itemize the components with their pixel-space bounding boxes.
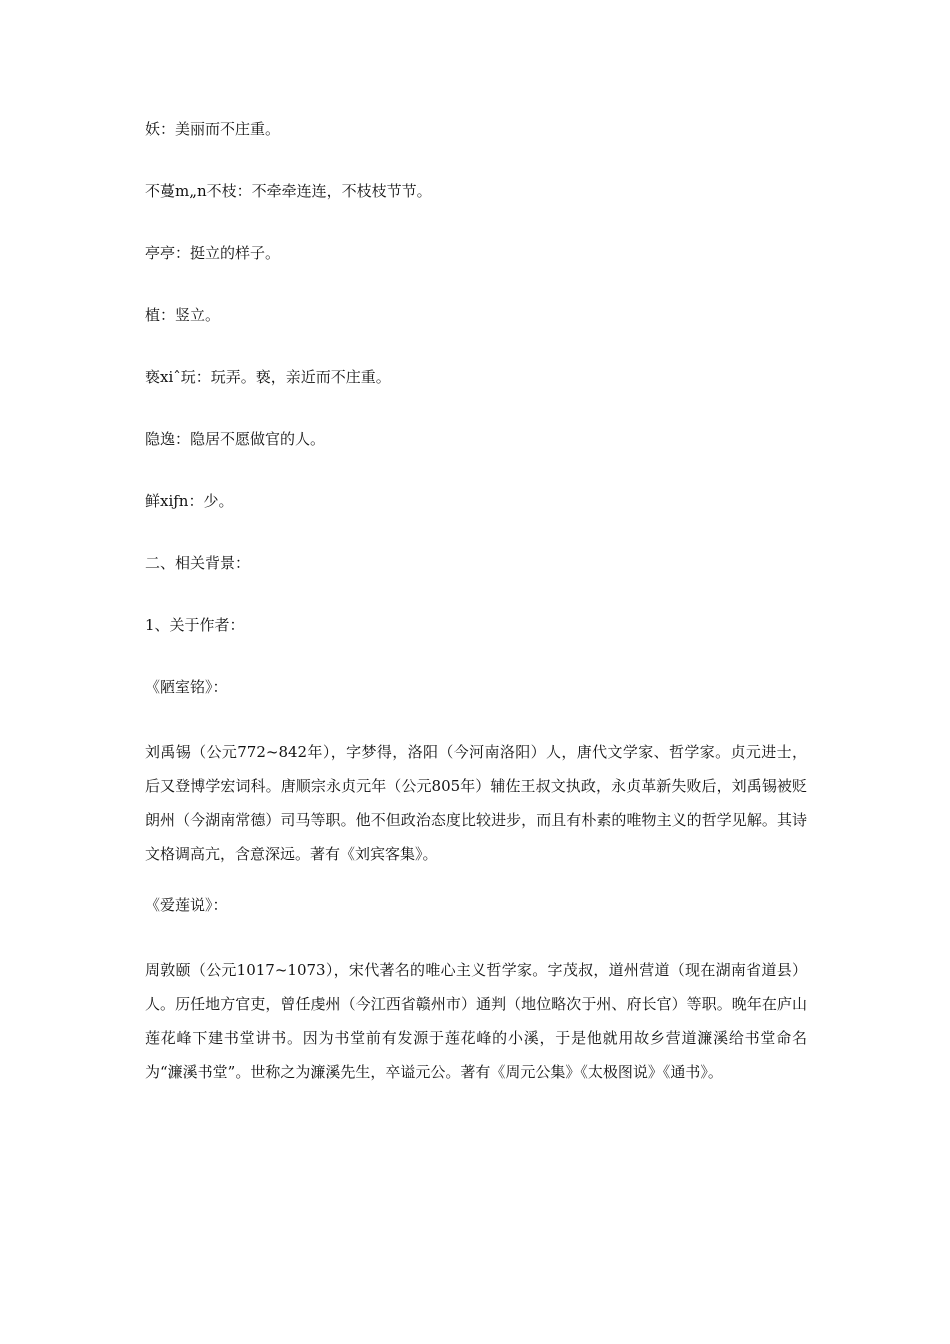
- glossary-entry-tingting: 亭亭：挺立的样子。: [145, 244, 281, 262]
- work-title-loushiming: 《陋室铭》：: [145, 678, 228, 696]
- author-bio-zhou-dunyi: 周敦颐（公元1017~1073），宋代著名的唯心主义哲学家。字茂叔，道州营道（现在湖南省道县）人。历任地方官吏，曾任虔州（今江西省赣州市）通判（地位略次于州、府长官）等职。晚年在庐山莲花峰下建书堂讲书。因为书堂前有发源于莲花峰的小溪，于是他就用故乡营道濂溪给书堂命名为“濂溪书堂”。世称之为濂溪先生，卒谥元公。著有《周元公集》《太极图说》《通书》。: [145, 961, 807, 1081]
- glossary-entry-xian: 鲜xiƒn：少。: [145, 492, 234, 510]
- document-page: [145, 118, 807, 1089]
- glossary-entry-zhi: 植：竖立。: [145, 306, 221, 324]
- glossary-entry-buman: 不蔓m„n不枝：不牵牵连连，不枝枝节节。: [145, 182, 432, 200]
- glossary-entry-yinyi: 隐逸：隐居不愿做官的人。: [145, 430, 326, 448]
- section-heading: 二、相关背景：: [145, 554, 251, 572]
- subsection-heading: 1、关于作者：: [145, 616, 245, 634]
- work-title-ailianshuo: 《爱莲说》：: [145, 896, 228, 914]
- glossary-entry-yao: 妖：美丽而不庄重。: [145, 120, 281, 138]
- author-bio-liu-yuxi: 刘禹锡（公元772~842年），字梦得，洛阳（今河南洛阳）人，唐代文学家、哲学家。贞元进士，后又登博学宏词科。唐顺宗永贞元年（公元805年）辅佐王叔文执政，永贞革新失败后，刘禹锡被贬朗州（今湖南常德）司马等职。他不但政治态度比较进步，而且有朴素的唯物主义的哲学见解。其诗文格调高亢，含意深远。著有《刘宾客集》。: [145, 743, 807, 863]
- glossary-entry-xiewan: 亵xiˆ玩：玩弄。亵，亲近而不庄重。: [145, 368, 391, 386]
